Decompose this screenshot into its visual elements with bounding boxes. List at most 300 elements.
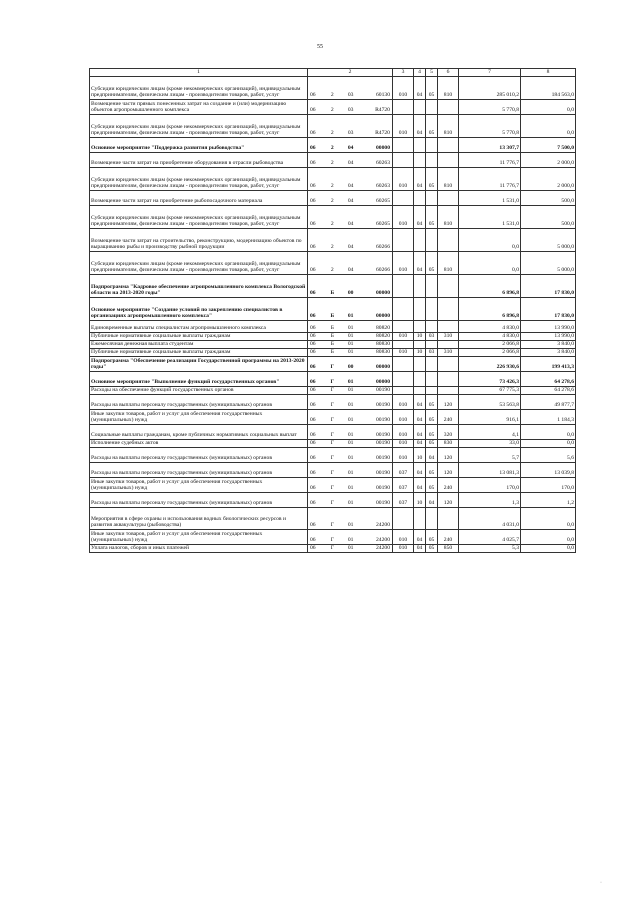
row-name: Субсидии юридическим лицам (кроме некоммерческих организаций), индивидуальным предпринимателям, физическим лицам - производителям товаров, работ, услуг: [90, 252, 308, 275]
code-subprogram: 2: [330, 221, 334, 228]
code-event: 01: [347, 333, 354, 340]
code-subprogram: Г: [330, 545, 334, 552]
row-code: [308, 298, 393, 321]
row-code: [308, 448, 393, 463]
code-direction: 80830: [376, 341, 390, 348]
row-amount-8: 184 563,0: [521, 77, 576, 100]
row-expense-type: 120: [438, 395, 459, 410]
row-name: Подпрограмма "Кадровое обеспечение агропромышленного комплекса Вологодской области на 2013-2020 годы": [90, 275, 308, 298]
row-ministry: 037: [393, 478, 414, 493]
row-amount-7: 0,0: [459, 252, 521, 275]
code-subprogram: Б: [330, 290, 335, 297]
code-event: 01: [347, 485, 354, 492]
row-ministry: 010: [393, 395, 414, 410]
row-amount-8: 2 000,0: [521, 168, 576, 191]
row-subsection: 05: [426, 440, 438, 448]
row-code: [308, 321, 393, 333]
code-subprogram: Г: [330, 485, 334, 492]
code-event: 00: [347, 290, 354, 297]
code-program: 06: [310, 537, 316, 544]
row-expense-type: [438, 341, 459, 349]
row-amount-7: 11 776,7: [459, 153, 521, 168]
row-subsection: 05: [426, 252, 438, 275]
row-amount-7: 1 531,0: [459, 191, 521, 206]
row-name: Расходы на выплаты персоналу государственных (муниципальных) органов: [90, 493, 308, 508]
code-direction: 60265: [376, 221, 390, 228]
code-direction: 60266: [376, 267, 390, 274]
row-amount-8: 49 877,7: [521, 395, 576, 410]
row-ministry: [393, 341, 414, 349]
code-subprogram: 2: [330, 183, 334, 190]
row-amount-8: 5,6: [521, 448, 576, 463]
row-section: 04: [414, 440, 426, 448]
row-expense-type: 240: [438, 530, 459, 545]
row-amount-8: 199 413,3: [521, 357, 576, 372]
row-expense-type: 310: [438, 349, 459, 357]
table-row: [90, 321, 576, 333]
row-code: [308, 440, 393, 448]
code-program: 06: [310, 455, 316, 462]
table-row: [90, 349, 576, 357]
row-name: Основное мероприятие "Создание условий по закреплению специалистов в организациях агропромышленного комплекса": [90, 298, 308, 321]
row-name: Иные закупки товаров, работ и услуг для обеспечения государственных (муниципальных) нужд: [90, 410, 308, 425]
row-name: Мероприятия в сфере охраны и использования водных биологических ресурсов и развития аквакультуры (рыбоводства): [90, 508, 308, 530]
row-amount-8: 0,0: [521, 545, 576, 553]
row-amount-7: 11 776,7: [459, 168, 521, 191]
row-subsection: 05: [426, 206, 438, 229]
row-section: [414, 341, 426, 349]
code-subprogram: 2: [330, 107, 334, 114]
table-row: [90, 341, 576, 349]
code-direction: 00190: [376, 417, 390, 424]
code-program: 06: [310, 107, 316, 114]
code-subprogram: 2: [330, 130, 334, 137]
code-direction: 60265: [376, 198, 390, 205]
row-section: 04: [414, 478, 426, 493]
row-ministry: 010: [393, 410, 414, 425]
table-row: [90, 425, 576, 440]
code-event: 01: [347, 379, 354, 386]
code-program: 06: [310, 267, 316, 274]
row-section: [414, 387, 426, 395]
row-subsection: 03: [426, 333, 438, 341]
row-code: [308, 77, 393, 100]
row-ministry: 010: [393, 530, 414, 545]
row-amount-8: 0,0: [521, 425, 576, 440]
code-direction: 00000: [376, 290, 390, 297]
header-cell: 7: [459, 69, 521, 77]
code-event: 04: [347, 183, 354, 190]
code-direction: 00000: [376, 313, 390, 320]
code-subprogram: Б: [330, 341, 334, 348]
code-program: 06: [310, 244, 316, 251]
header-cell: 6: [438, 69, 459, 77]
code-event: 01: [347, 537, 354, 544]
row-name: Уплата налогов, сборов и иных платежей: [90, 545, 308, 553]
row-amount-8: 64 278,6: [521, 372, 576, 387]
table-row: [90, 115, 576, 138]
row-code: [308, 153, 393, 168]
row-code: [308, 387, 393, 395]
row-name: Иные закупки товаров, работ и услуг для обеспечения государственных (муниципальных) нужд: [90, 478, 308, 493]
row-code: [308, 357, 393, 372]
code-subprogram: Г: [330, 364, 335, 371]
header-cell: 5: [426, 69, 438, 77]
row-amount-7: 4 830,0: [459, 321, 521, 333]
code-event: 03: [347, 130, 354, 137]
code-direction: R4720: [375, 107, 390, 114]
code-event: 04: [347, 244, 354, 251]
row-subsection: 05: [426, 410, 438, 425]
row-name: Возмещение части прямых понесенных затрат на создание и (или) модернизацию объектов агропромышленного комплекса: [90, 100, 308, 115]
code-program: 06: [310, 290, 316, 297]
code-program: 06: [310, 485, 316, 492]
row-expense-type: [438, 275, 459, 298]
code-program: 06: [310, 522, 316, 529]
row-section: [414, 357, 426, 372]
code-event: 01: [347, 440, 354, 447]
row-subsection: 05: [426, 530, 438, 545]
row-code: [308, 395, 393, 410]
row-code: [308, 545, 393, 553]
code-event: 01: [347, 349, 354, 356]
row-code: [308, 372, 393, 387]
code-subprogram: 2: [330, 267, 334, 274]
code-program: 06: [310, 387, 316, 394]
row-section: 04: [414, 425, 426, 440]
code-direction: 00190: [376, 432, 390, 439]
code-program: 06: [310, 402, 316, 409]
table-row: [90, 357, 576, 372]
code-program: 06: [310, 440, 316, 447]
row-amount-8: 3 840,0: [521, 341, 576, 349]
row-amount-7: 4 830,0: [459, 333, 521, 341]
code-event: 01: [347, 432, 354, 439]
row-code: [308, 478, 393, 493]
row-amount-7: 285 010,2: [459, 77, 521, 100]
code-event: 03: [347, 92, 354, 99]
row-subsection: [426, 508, 438, 530]
row-name: Расходы на выплаты персоналу государственных (муниципальных) органов: [90, 463, 308, 478]
row-name: Расходы на обеспечение функций государственных органов: [90, 387, 308, 395]
row-name: Расходы на выплаты персоналу государственных (муниципальных) органов: [90, 448, 308, 463]
code-program: 06: [310, 470, 316, 477]
table-row: [90, 545, 576, 553]
row-ministry: [393, 191, 414, 206]
row-amount-8: 2 000,0: [521, 153, 576, 168]
code-direction: 00190: [376, 500, 390, 507]
row-expense-type: 240: [438, 478, 459, 493]
code-program: 06: [310, 92, 316, 99]
row-name: Публичные нормативные социальные выплаты гражданам: [90, 333, 308, 341]
row-ministry: 010: [393, 252, 414, 275]
row-subsection: [426, 298, 438, 321]
row-amount-8: 0,0: [521, 100, 576, 115]
code-direction: R4720: [375, 130, 390, 137]
code-program: 06: [310, 130, 316, 137]
code-subprogram: Г: [330, 440, 334, 447]
row-section: [414, 138, 426, 153]
row-section: [414, 508, 426, 530]
budget-table: [89, 68, 576, 553]
row-ministry: 010: [393, 168, 414, 191]
row-name: Социальные выплаты гражданам, кроме публичных нормативных социальных выплат: [90, 425, 308, 440]
row-amount-8: 5 000,0: [521, 252, 576, 275]
code-event: 01: [347, 325, 354, 332]
row-amount-7: 0,0: [459, 229, 521, 252]
code-subprogram: Г: [330, 379, 335, 386]
row-expense-type: [438, 191, 459, 206]
row-code: [308, 333, 393, 341]
table-row: [90, 153, 576, 168]
row-ministry: 037: [393, 493, 414, 508]
code-program: 06: [310, 364, 316, 371]
code-direction: 00190: [376, 470, 390, 477]
row-name: Субсидии юридическим лицам (кроме некоммерческих организаций), индивидуальным предпринимателям, физическим лицам - производителям товаров, работ, услуг: [90, 206, 308, 229]
row-ministry: [393, 321, 414, 333]
row-expense-type: [438, 298, 459, 321]
table-row: [90, 440, 576, 448]
row-subsection: 05: [426, 463, 438, 478]
code-subprogram: Г: [330, 387, 334, 394]
code-subprogram: 2: [330, 244, 334, 251]
code-direction: 60130: [376, 92, 390, 99]
row-expense-type: 810: [438, 252, 459, 275]
code-subprogram: Г: [330, 417, 334, 424]
code-event: 01: [347, 402, 354, 409]
row-subsection: [426, 229, 438, 252]
row-ministry: [393, 138, 414, 153]
table-row: [90, 372, 576, 387]
row-ministry: 010: [393, 440, 414, 448]
row-section: 04: [414, 530, 426, 545]
row-name: Субсидии юридическим лицам (кроме некоммерческих организаций), индивидуальным предпринимателям, физическим лицам - производителям товаров, работ, услуг: [90, 115, 308, 138]
row-amount-8: 500,0: [521, 191, 576, 206]
row-section: 04: [414, 206, 426, 229]
row-expense-type: 240: [438, 410, 459, 425]
code-subprogram: Г: [330, 500, 334, 507]
code-direction: 60263: [376, 183, 390, 190]
table-row: [90, 298, 576, 321]
row-code: [308, 410, 393, 425]
table-row: [90, 478, 576, 493]
row-name: Основное мероприятие "Поддержка развития рыбоводства": [90, 138, 308, 153]
row-expense-type: 810: [438, 115, 459, 138]
row-amount-7: 916,1: [459, 410, 521, 425]
code-program: 06: [310, 160, 316, 167]
table-row: [90, 206, 576, 229]
row-section: 04: [414, 463, 426, 478]
row-section: [414, 321, 426, 333]
code-direction: 00190: [376, 455, 390, 462]
scan-mark: ·: [600, 880, 602, 886]
row-amount-7: 170,0: [459, 478, 521, 493]
code-program: 06: [310, 379, 316, 386]
row-name: Возмещение части затрат на приобретение оборудования в отрасли рыбоводства: [90, 153, 308, 168]
row-section: 10: [414, 333, 426, 341]
row-ministry: [393, 372, 414, 387]
row-subsection: [426, 321, 438, 333]
row-expense-type: [438, 100, 459, 115]
row-amount-8: 13 990,0: [521, 333, 576, 341]
row-name: Расходы на выплаты персоналу государственных (муниципальных) органов: [90, 395, 308, 410]
row-amount-7: 5,3: [459, 545, 521, 553]
row-amount-8: 0,0: [521, 530, 576, 545]
row-ministry: [393, 275, 414, 298]
row-amount-7: 1,3: [459, 493, 521, 508]
row-subsection: [426, 387, 438, 395]
row-amount-8: 500,0: [521, 206, 576, 229]
row-amount-8: 17 830,0: [521, 298, 576, 321]
row-expense-type: 850: [438, 545, 459, 553]
row-subsection: 05: [426, 545, 438, 553]
row-code: [308, 252, 393, 275]
row-ministry: 037: [393, 463, 414, 478]
row-section: [414, 275, 426, 298]
row-code: [308, 100, 393, 115]
row-subsection: 05: [426, 478, 438, 493]
row-amount-8: 1 184,3: [521, 410, 576, 425]
row-name: Субсидии юридическим лицам (кроме некоммерческих организаций), индивидуальным предпринимателям, физическим лицам - производителям товаров, работ, услуг: [90, 77, 308, 100]
row-subsection: 04: [426, 448, 438, 463]
row-section: [414, 298, 426, 321]
row-subsection: [426, 100, 438, 115]
code-event: 01: [347, 545, 354, 552]
row-name: Иные закупки товаров, работ и услуг для обеспечения государственных (муниципальных) нужд: [90, 530, 308, 545]
code-event: 01: [347, 341, 354, 348]
row-amount-7: 5,7: [459, 448, 521, 463]
row-expense-type: [438, 229, 459, 252]
code-subprogram: Г: [330, 522, 334, 529]
code-event: 01: [347, 387, 354, 394]
row-section: 04: [414, 252, 426, 275]
row-expense-type: 320: [438, 425, 459, 440]
row-ministry: [393, 100, 414, 115]
row-amount-7: 1 531,0: [459, 206, 521, 229]
row-code: [308, 530, 393, 545]
row-expense-type: [438, 138, 459, 153]
row-ministry: [393, 229, 414, 252]
row-subsection: 05: [426, 168, 438, 191]
row-code: [308, 191, 393, 206]
code-direction: 00000: [376, 364, 390, 371]
row-subsection: 04: [426, 493, 438, 508]
row-amount-7: 2 066,8: [459, 349, 521, 357]
row-ministry: [393, 508, 414, 530]
code-direction: 24200: [376, 545, 390, 552]
row-name: Основное мероприятие "Выполнение функций государственных органов": [90, 372, 308, 387]
code-event: 01: [347, 470, 354, 477]
table-row: [90, 410, 576, 425]
code-event: 04: [347, 198, 354, 205]
row-amount-8: 0,0: [521, 115, 576, 138]
row-name: Подпрограмма "Обеспечение реализации Государственной программы на 2013-2020 годы": [90, 357, 308, 372]
code-program: 06: [310, 349, 316, 356]
code-program: 06: [310, 341, 316, 348]
row-amount-7: 4 025,7: [459, 530, 521, 545]
row-expense-type: 120: [438, 448, 459, 463]
row-ministry: [393, 153, 414, 168]
row-section: 04: [414, 410, 426, 425]
row-expense-type: 120: [438, 463, 459, 478]
code-event: 04: [347, 221, 354, 228]
code-program: 06: [310, 545, 316, 552]
row-section: [414, 229, 426, 252]
table-row: [90, 395, 576, 410]
row-name: Публичные нормативные социальные выплаты гражданам: [90, 349, 308, 357]
code-direction: 00190: [376, 440, 390, 447]
row-subsection: 05: [426, 115, 438, 138]
row-code: [308, 463, 393, 478]
row-name: Исполнение судебных актов: [90, 440, 308, 448]
row-expense-type: 310: [438, 333, 459, 341]
code-event: 03: [347, 107, 354, 114]
row-amount-7: 6 896,8: [459, 298, 521, 321]
row-expense-type: [438, 372, 459, 387]
code-program: 06: [310, 432, 316, 439]
code-program: 06: [310, 325, 316, 332]
row-code: [308, 138, 393, 153]
row-section: 10: [414, 448, 426, 463]
row-code: [308, 425, 393, 440]
code-event: 00: [347, 364, 354, 371]
row-section: 04: [414, 115, 426, 138]
row-code: [308, 493, 393, 508]
row-name: Возмещение части затрат на приобретение рыбопосадочного материала: [90, 191, 308, 206]
row-code: [308, 115, 393, 138]
row-expense-type: [438, 321, 459, 333]
row-ministry: 010: [393, 448, 414, 463]
code-program: 06: [310, 313, 316, 320]
row-amount-7: 53 563,8: [459, 395, 521, 410]
row-amount-7: 5 770,8: [459, 115, 521, 138]
row-section: [414, 153, 426, 168]
row-subsection: [426, 138, 438, 153]
table-row: [90, 275, 576, 298]
row-ministry: 010: [393, 115, 414, 138]
table-row: [90, 191, 576, 206]
row-subsection: 03: [426, 349, 438, 357]
row-amount-7: 226 930,6: [459, 357, 521, 372]
row-ministry: 010: [393, 77, 414, 100]
code-event: 01: [347, 500, 354, 507]
code-event: 04: [347, 267, 354, 274]
table-row: [90, 229, 576, 252]
row-amount-8: 64 278,6: [521, 387, 576, 395]
code-direction: 80820: [376, 333, 390, 340]
row-subsection: [426, 357, 438, 372]
row-section: 04: [414, 545, 426, 553]
code-subprogram: Б: [330, 333, 334, 340]
code-program: 06: [310, 221, 316, 228]
row-amount-8: 13 990,0: [521, 321, 576, 333]
code-direction: 24200: [376, 537, 390, 544]
row-section: 04: [414, 77, 426, 100]
row-ministry: 010: [393, 425, 414, 440]
code-event: 01: [347, 455, 354, 462]
code-direction: 00190: [376, 485, 390, 492]
code-direction: 80820: [376, 325, 390, 332]
code-program: 06: [310, 198, 316, 205]
code-direction: 00000: [376, 145, 390, 152]
code-direction: 60263: [376, 160, 390, 167]
row-subsection: [426, 341, 438, 349]
table-row: [90, 387, 576, 395]
header-cell: 8: [521, 69, 576, 77]
code-subprogram: Б: [330, 325, 334, 332]
row-amount-7: 4,1: [459, 425, 521, 440]
code-subprogram: Г: [330, 537, 334, 544]
